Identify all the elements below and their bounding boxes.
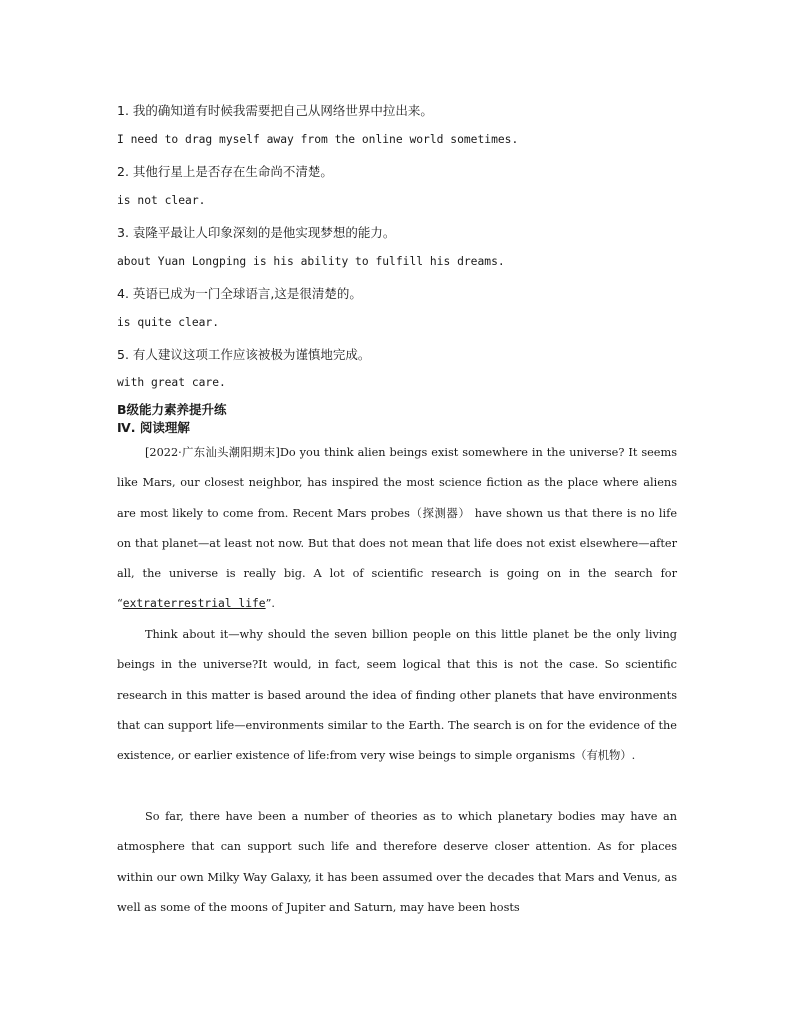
exercise-2-chinese-text: 其他行星上是否存在生命尚不清楚。 xyxy=(132,164,333,179)
exercise-3-number: 3. xyxy=(117,225,129,240)
exercise-2-chinese xyxy=(117,162,333,180)
exercise-2-english: is not clear. xyxy=(117,194,206,207)
exercise-3-chinese xyxy=(117,223,395,241)
exercise-5-chinese-text: 有人建议这项工作应该被极为谨慎地完成。 xyxy=(132,347,371,362)
exercise-1-chinese-text: 我的确知道有时候我需要把自己从网络世界中拉出来。 xyxy=(132,103,433,118)
exercise-4-chinese xyxy=(117,284,362,302)
exercise-3-chinese-text: 袁隆平最让人印象深刻的是他实现梦想的能力。 xyxy=(132,225,396,240)
reading-paragraph-1 xyxy=(117,438,677,620)
reading-paragraph-3: So far, there have been a number of theories as to which planetary bodies may have an atmosphere that can support such life and therefore deserve closer attention. As for places within our own Milky Way Galaxy, it has been assumed over the decades that Mars and Venus, as well as some of the moons of Jupiter and Saturn, may have been hosts xyxy=(117,810,677,914)
exercise-1-number: 1. xyxy=(117,103,129,118)
section-iv-heading: Ⅳ. 阅读理解 xyxy=(117,420,190,435)
exercise-1-english: I need to drag myself away from the online world sometimes. xyxy=(117,133,519,146)
exercise-2-number: 2. xyxy=(117,164,129,179)
reading-paragraph-1-text: Do you think alien beings exist somewhere in the universe? It seems like Mars, our closest neighbor, has inspired the most science fiction as the place where aliens are most likely to come from. Recent Mars probes（探测器） have shown us that there is no life on that planet—at least not now. But that does not mean that life does not exist elsewhere—after all, the universe is really big. A lot of scientific research is going on in the search for “ xyxy=(117,446,678,611)
exercise-4-english: is quite clear. xyxy=(117,316,220,329)
underlined-phrase: extraterrestrial life xyxy=(122,597,266,611)
reading-paragraph-2: Think about it—why should the seven billion people on this little planet be the only living beings in the universe?It would, in fact, seem logical that this is not the case. So scientific research in this matter is based around the idea of finding other planets that have environments that can support life—environments similar to the Earth. The search is on for the evidence of the existence, or earlier existence of life:from very wise beings to simple organisms（有机物）. xyxy=(117,628,677,763)
reading-source: [2022·广东汕头潮阳期末] xyxy=(145,446,280,459)
reading-paragraph-1-end: ”. xyxy=(265,597,275,611)
exercise-4-number: 4. xyxy=(117,286,129,301)
exercise-5-english: with great care. xyxy=(117,376,226,389)
exercise-1-chinese xyxy=(117,101,433,119)
exercise-5-chinese xyxy=(117,345,370,363)
exercise-4-chinese-text: 英语已成为一门全球语言,这是很清楚的。 xyxy=(132,286,362,301)
exercise-5-number: 5. xyxy=(117,347,129,362)
section-b-heading: B级能力素养提升练 xyxy=(117,402,227,417)
exercise-3-english: about Yuan Longping is his ability to fulfill his dreams. xyxy=(117,255,505,268)
